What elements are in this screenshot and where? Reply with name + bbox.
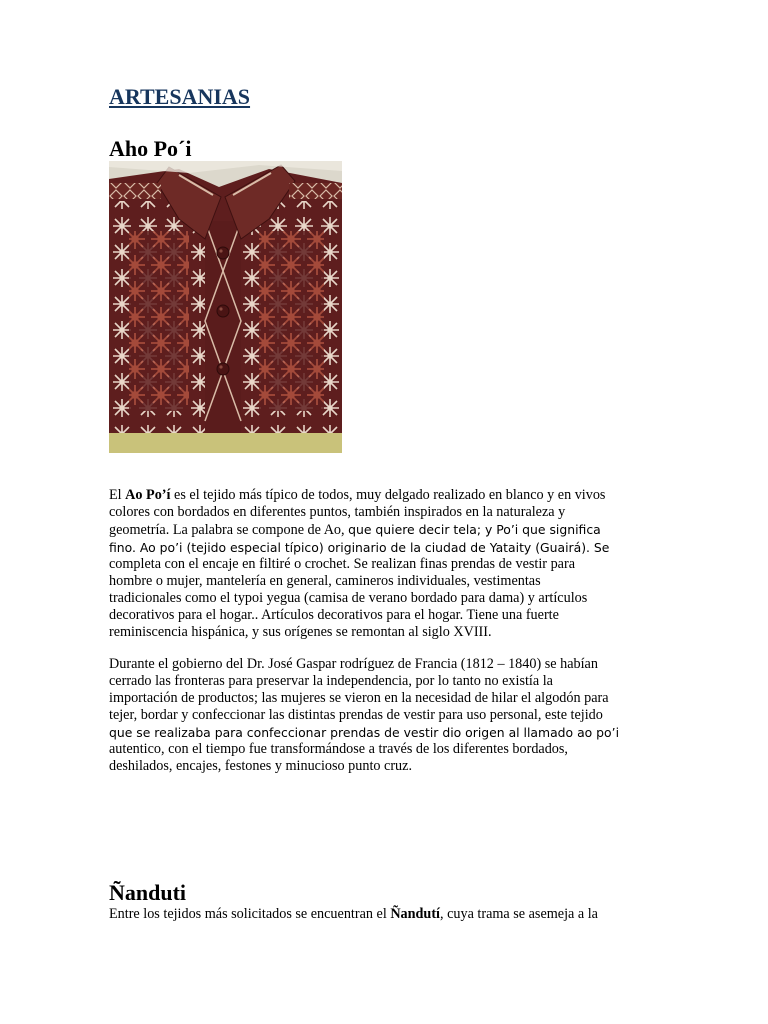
text-line: Durante el gobierno del Dr. José Gaspar rodríguez de Francia (1812 – 1840) se habían bbox=[109, 656, 598, 672]
shirt-photo bbox=[109, 161, 342, 453]
text-line: colores con bordados en diferentes puntos, también inspirados en la naturaleza y bbox=[109, 504, 566, 520]
text-run: que quiere decir tela; y Po’i que significa bbox=[348, 522, 601, 537]
text-line: tradicionales como el typoi yegua (camisa de verano bordado para dama) y artículos bbox=[109, 590, 588, 606]
text-line: fino. Ao po’i (tejido especial típico) originario de la ciudad de Yataity (Guairá). Se bbox=[109, 540, 610, 555]
text-line: autentico, con el tiempo fue transformándose a través de los diferentes bordados, bbox=[109, 741, 568, 757]
paragraph-nanduti bbox=[109, 906, 669, 923]
text-line bbox=[109, 906, 669, 923]
bold-term-ao-poi: Ao Po’í bbox=[125, 487, 171, 503]
text-run: es el tejido más típico de todos, muy delgado realizado en blanco y en vivos bbox=[170, 487, 606, 503]
document-title: ARTESANIAS bbox=[109, 84, 251, 109]
paragraph-history bbox=[109, 656, 669, 775]
text-line: cerrado las fronteras para preservar la independencia, por lo tanto no existía la bbox=[109, 673, 553, 689]
text-line: reminiscencia hispánica, y sus orígenes se remontan al siglo XVIII. bbox=[109, 624, 492, 640]
bold-term-nanduti: Ñandutí bbox=[390, 906, 440, 922]
section-heading-nanduti: Ñanduti bbox=[109, 880, 187, 905]
text-line bbox=[109, 521, 669, 539]
section-heading-aho-poi: Aho Po´i bbox=[109, 136, 192, 161]
text-run: geometría. La palabra se compone de Ao, bbox=[109, 522, 349, 538]
text-line: tejer, bordar y confeccionar las distintas prendas de vestir para uso personal, este tejido bbox=[109, 707, 603, 723]
text-line: completa con el encaje en filtiré o crochet. Se realizan finas prendas de vestir para bbox=[109, 556, 575, 572]
text-run: El bbox=[109, 487, 126, 503]
text-line bbox=[109, 487, 669, 504]
text-line: hombre o mujer, mantelería en general, camineros individuales, vestimentas bbox=[109, 573, 541, 589]
text-line: importación de productos; las mujeres se vieron en la necesidad de hilar el algodón para bbox=[109, 690, 609, 706]
text-line: deshilados, encajes, festones y minucioso punto cruz. bbox=[109, 758, 412, 774]
text-line: que se realizaba para confeccionar prendas de vestir dio origen al llamado ao po’i bbox=[109, 725, 620, 740]
text-line: decorativos para el hogar.. Artículos decorativos para el hogar. Tiene una fuerte bbox=[109, 607, 559, 623]
text-run: , cuya trama se asemeja a la bbox=[440, 906, 598, 922]
paragraph-ao-poi-description bbox=[109, 487, 669, 641]
text-run: Entre los tejidos más solicitados se encuentran el bbox=[109, 906, 391, 922]
